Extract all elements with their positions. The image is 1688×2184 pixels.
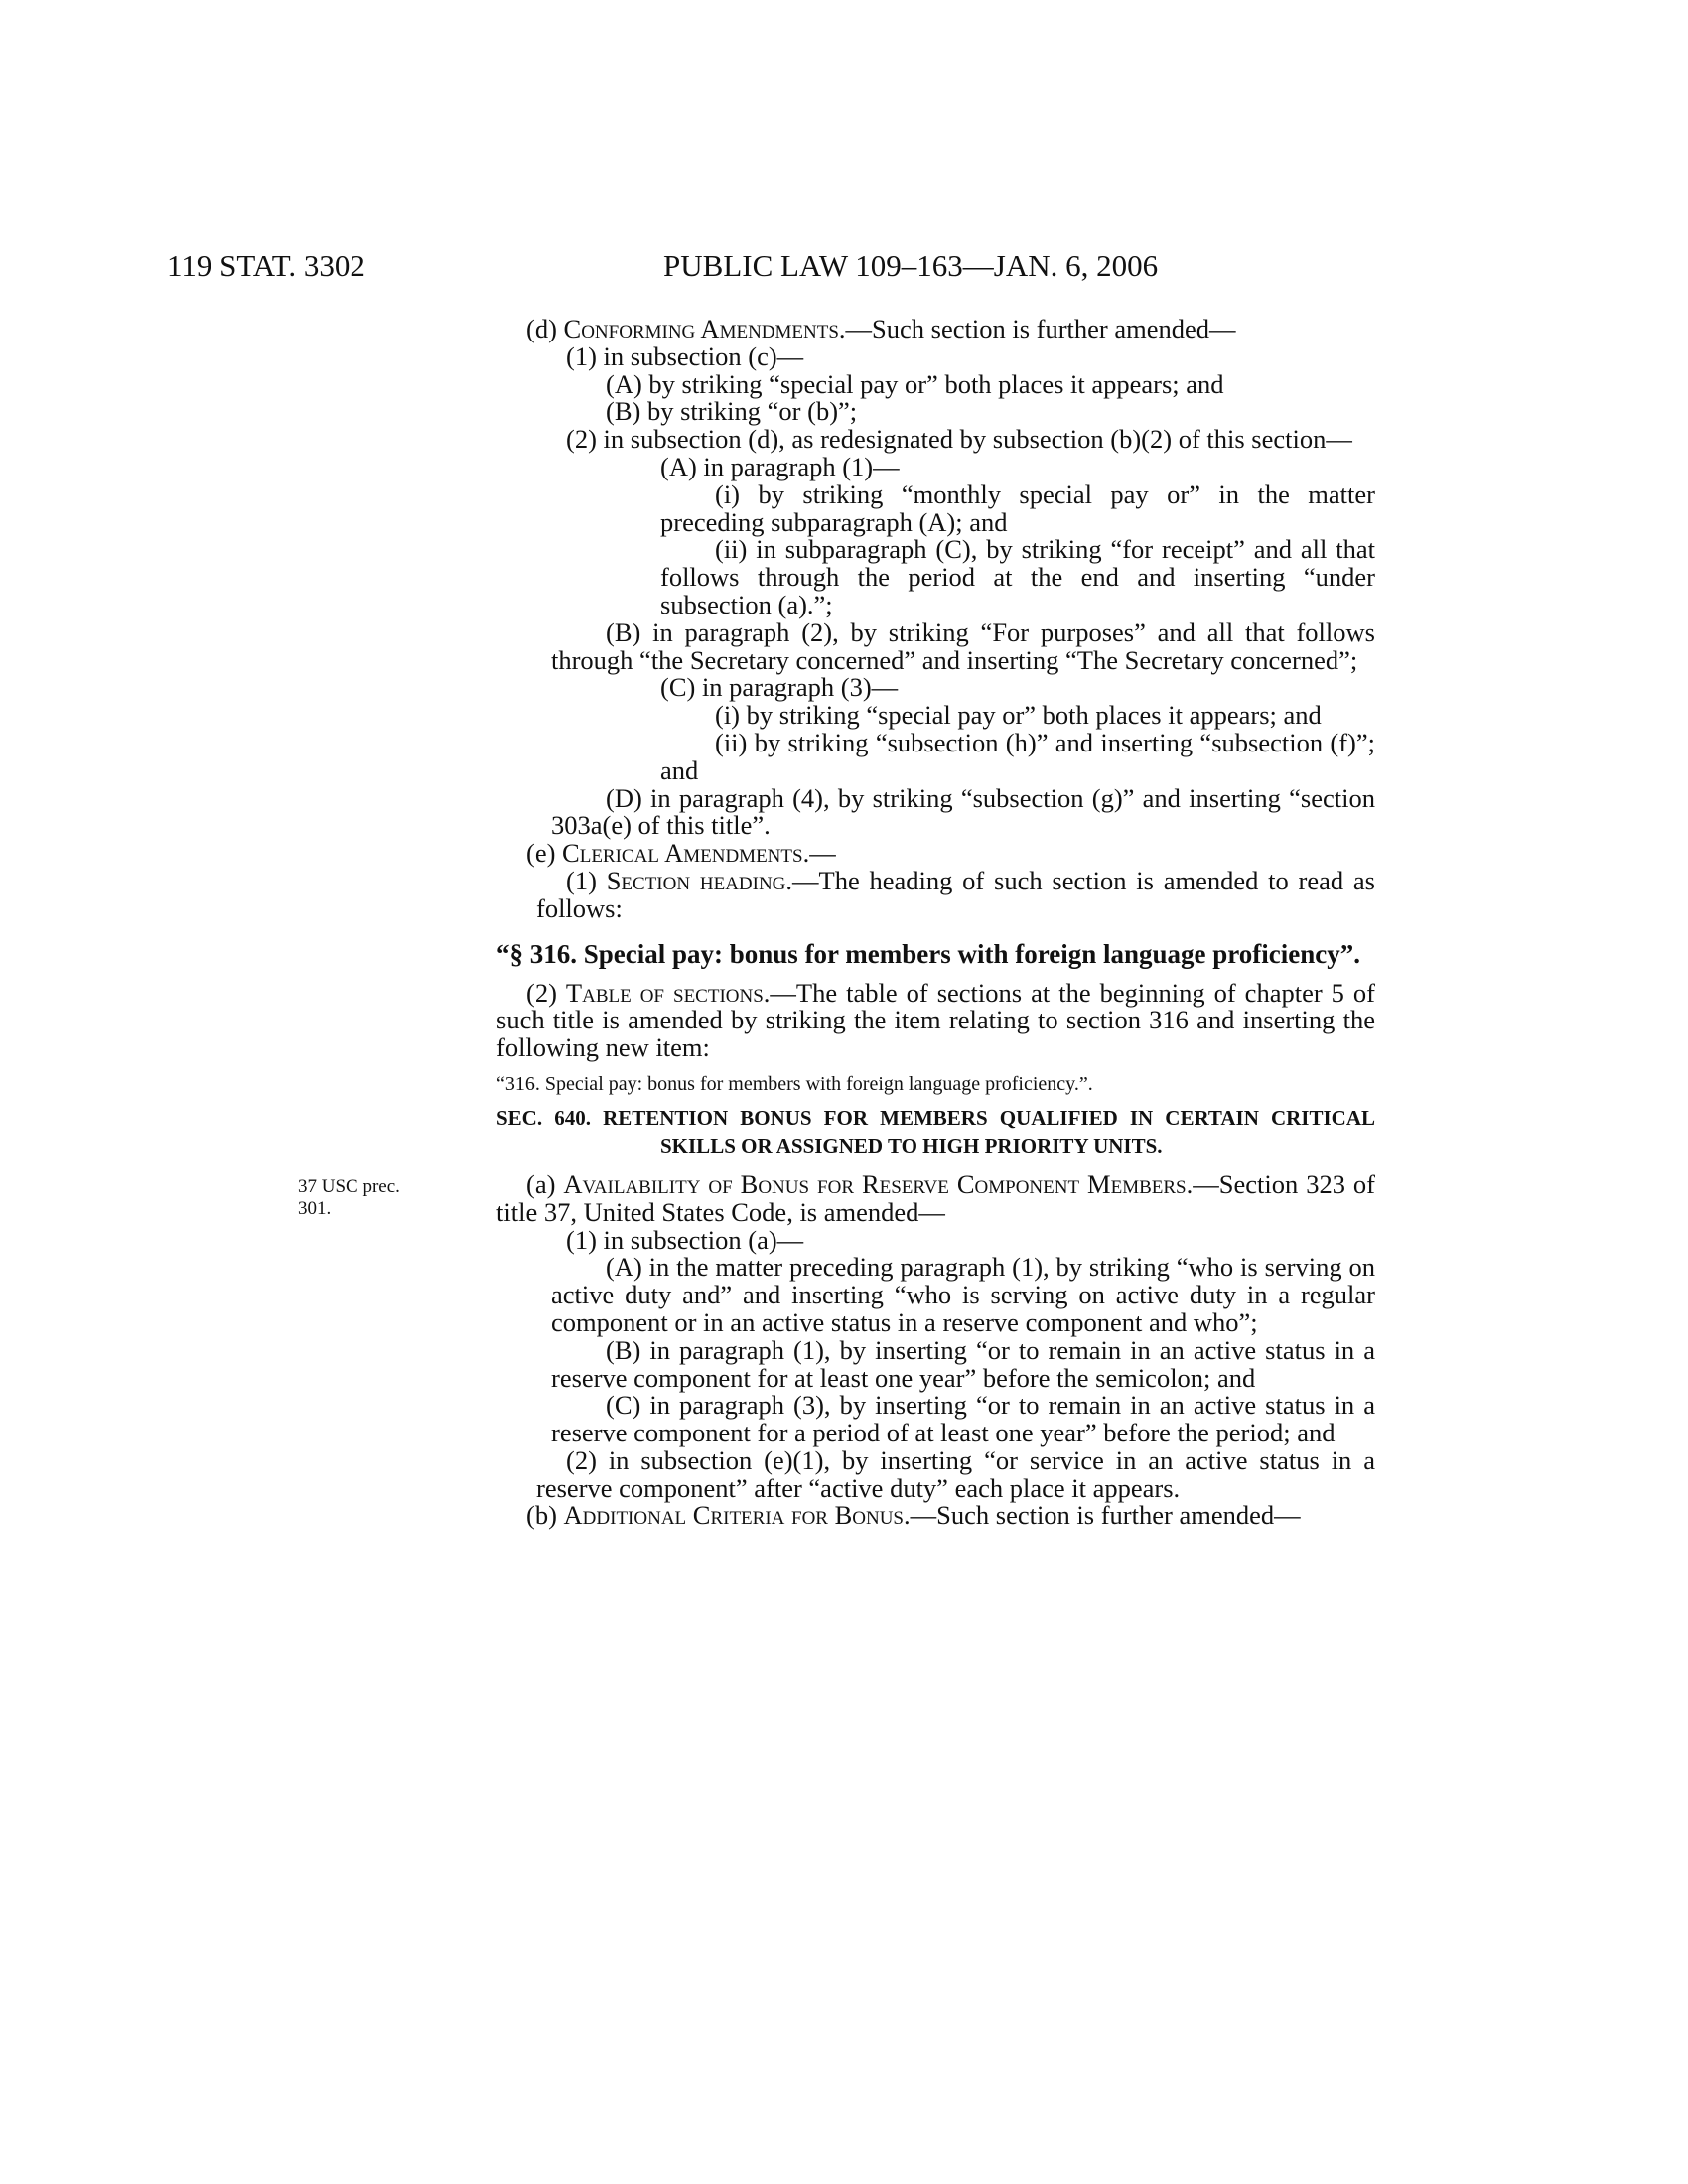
paragraph: (A) in paragraph (1)—	[660, 451, 900, 481]
paragraph: (i) by striking “monthly special pay or” in the matter preceding subparagraph (A); and	[660, 478, 1375, 537]
label: (d)	[526, 314, 564, 343]
paragraph: (2) in subsection (e)(1), by inserting “or service in an active status in a reserve component” after “active duty” each place it appears.	[536, 1444, 1375, 1503]
label: (b)	[526, 1500, 564, 1531]
paragraph: (B) in paragraph (1), by inserting “or to remain in an active status in a reserve component for at least one year” before the semicolon; and	[551, 1334, 1375, 1393]
document-body	[496, 316, 1375, 1530]
heading-caps: Additional Criteria for Bonus	[563, 1500, 904, 1531]
paragraph-section-heading	[496, 865, 1375, 923]
paragraph: (1) in subsection (c)—	[566, 341, 804, 371]
paragraph-d	[496, 316, 1375, 343]
heading-caps: Section heading	[606, 865, 786, 895]
section-heading: SEC. 640. RETENTION BONUS FOR MEMBERS QUALIFIED IN CERTAIN CRITICAL SKILLS OR ASSIGNED TO HIGH PRIORITY UNITS.	[496, 1105, 1375, 1158]
paragraph: (1) in subsection (a)—	[566, 1224, 804, 1255]
table-item: “316. Special pay: bonus for members with foreign language proficiency.”.	[496, 1072, 1093, 1095]
quoted-section-heading: “§ 316. Special pay: bonus for members with foreign language proficiency”.	[496, 938, 1360, 969]
paragraph: (C) in paragraph (3), by inserting “or to remain in an active status in a reserve component for a period of at least one year” before the period; and	[551, 1390, 1375, 1448]
label: (2)	[526, 977, 566, 1008]
paragraph: (A) in the matter preceding paragraph (1), by striking “who is serving on active duty and” and inserting “who is serving on active duty in a regular component or in an active status in a reserve component and who”;	[551, 1252, 1375, 1337]
paragraph: (B) in paragraph (2), by striking “For purposes” and all that follows through “the Secretary concerned” and inserting “The Secretary concerned”;	[551, 616, 1375, 675]
paragraph-b	[496, 1502, 1375, 1530]
stat-page-number: 119 STAT. 3302	[167, 248, 365, 283]
heading-caps: Availability of Bonus for Reserve Component Members	[563, 1168, 1187, 1199]
paragraph-table-of-sections	[496, 977, 1375, 1063]
paragraph-a	[496, 1168, 1376, 1227]
paragraph-text: .—Section 323 of title 37, United States Code, is amended—	[496, 1168, 1376, 1227]
paragraph: (C) in paragraph (3)—	[660, 672, 899, 703]
margin-note-line: 301.	[298, 1198, 332, 1219]
paragraph: (ii) in subparagraph (C), by striking “for receipt” and all that follows through the period at the end and inserting “under subsection (a).”;	[660, 534, 1375, 619]
paragraph-text: .—Such section is further amended—	[838, 314, 1236, 343]
paragraph: (B) by striking “or (b)”;	[606, 396, 858, 427]
paragraph: (i) by striking “special pay or” both places it appears; and	[715, 700, 1322, 731]
paragraph: (A) by striking “special pay or” both places it appears; and	[606, 368, 1224, 399]
paragraph-e	[496, 840, 1375, 868]
public-law-header: PUBLIC LAW 109–163—JAN. 6, 2006	[663, 248, 1159, 283]
label: (a)	[526, 1168, 564, 1199]
paragraph: (ii) by striking “subsection (h)” and inserting “subsection (f)”; and	[660, 727, 1375, 785]
label: (e)	[526, 838, 563, 869]
paragraph-text: .—The table of sections at the beginning of chapter 5 of such title is amended by striking the item relating to section 316 and inserting the following new item:	[496, 977, 1375, 1063]
margin-note-line: 37 USC prec.	[298, 1176, 400, 1197]
label: (1)	[566, 865, 607, 895]
paragraph: (2) in subsection (d), as redesignated by subsection (b)(2) of this section—	[566, 424, 1352, 455]
heading-caps: Conforming Amendments	[563, 314, 839, 343]
heading-caps: Clerical Amendments	[562, 838, 803, 869]
paragraph-text: .—	[802, 838, 836, 869]
paragraph-text: .—Such section is further amended—	[904, 1500, 1301, 1531]
heading-caps: Table of sections	[565, 977, 764, 1008]
paragraph-text: .—The heading of such section is amended to read as follows:	[536, 865, 1375, 923]
paragraph: (D) in paragraph (4), by striking “subsection (g)” and inserting “section 303a(e) of this title”.	[551, 782, 1375, 841]
margin-note	[298, 1176, 400, 1220]
